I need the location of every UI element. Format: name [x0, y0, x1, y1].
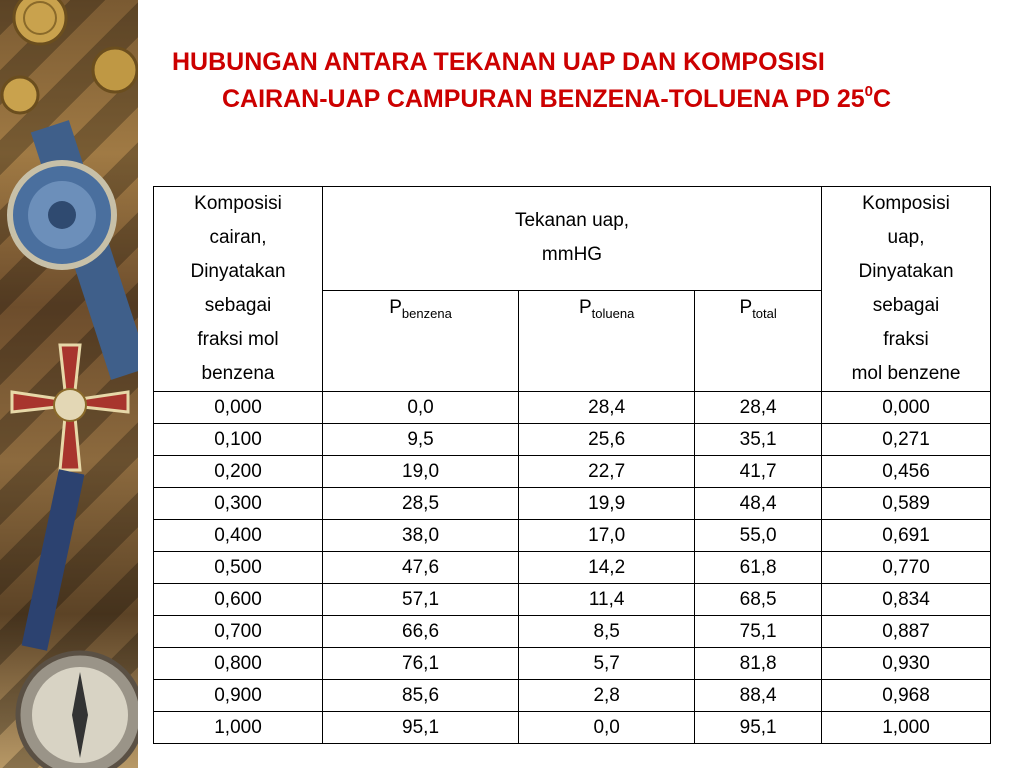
- table-cell: 41,7: [695, 456, 822, 488]
- table-row: [154, 712, 991, 744]
- header-liquid-composition: Komposisi cairan, Dinyatakan sebagai fraksi mol benzena: [154, 187, 323, 392]
- table-cell: 38,0: [323, 520, 519, 552]
- table-cell: 1,000: [822, 712, 991, 744]
- table-cell: 75,1: [695, 616, 822, 648]
- table-cell: 0,271: [822, 424, 991, 456]
- table-cell: 2,8: [519, 680, 695, 712]
- table-cell: 47,6: [323, 552, 519, 584]
- table-cell: 0,770: [822, 552, 991, 584]
- table-cell: 28,4: [695, 392, 822, 424]
- table-cell: 61,8: [695, 552, 822, 584]
- table-cell: 95,1: [695, 712, 822, 744]
- table-cell: 0,500: [154, 552, 323, 584]
- table-row: [154, 520, 991, 552]
- table-cell: 0,691: [822, 520, 991, 552]
- table-row: [154, 392, 991, 424]
- table-cell: 88,4: [695, 680, 822, 712]
- header-vapor-pressure: Tekanan uap, mmHG: [323, 187, 822, 291]
- table-cell: 1,000: [154, 712, 323, 744]
- table-cell: 85,6: [323, 680, 519, 712]
- table-row: [154, 488, 991, 520]
- table-row: [154, 680, 991, 712]
- table-cell: 8,5: [519, 616, 695, 648]
- rosette-icon: [10, 163, 114, 267]
- table-cell: 48,4: [695, 488, 822, 520]
- table-cell: 0,900: [154, 680, 323, 712]
- table-cell: 14,2: [519, 552, 695, 584]
- table-cell: 28,5: [323, 488, 519, 520]
- header-p-total: $P_{total}$: [695, 290, 822, 392]
- table-cell: 81,8: [695, 648, 822, 680]
- table-cell: 0,800: [154, 648, 323, 680]
- slide-title: [172, 44, 992, 118]
- table-cell: 5,7: [519, 648, 695, 680]
- table-row: [154, 584, 991, 616]
- table-cell: 66,6: [323, 616, 519, 648]
- table-cell: 95,1: [323, 712, 519, 744]
- table-cell: 0,600: [154, 584, 323, 616]
- vapor-pressure-table: [153, 186, 991, 744]
- table-cell: 25,6: [519, 424, 695, 456]
- table-cell: 0,930: [822, 648, 991, 680]
- title-line-1: HUBUNGAN ANTARA TEKANAN UAP DAN KOMPOSISI: [172, 48, 825, 76]
- table-cell: 11,4: [519, 584, 695, 616]
- table-cell: 35,1: [695, 424, 822, 456]
- table-row: [154, 456, 991, 488]
- header-p-toluena: $P_{toluena}$: [519, 290, 695, 392]
- table-cell: 76,1: [323, 648, 519, 680]
- table-cell: 19,9: [519, 488, 695, 520]
- header-vapor-composition: Komposisi uap, Dinyatakan sebagai fraksi mol benzene: [822, 187, 991, 392]
- table-row: [154, 424, 991, 456]
- table-cell: 9,5: [323, 424, 519, 456]
- table-body: [154, 392, 991, 744]
- table-row: [154, 616, 991, 648]
- table-cell: 55,0: [695, 520, 822, 552]
- compass-icon: [18, 653, 138, 768]
- table-cell: 0,456: [822, 456, 991, 488]
- degree-superscript: 0: [864, 82, 873, 100]
- table-cell: 0,700: [154, 616, 323, 648]
- table-cell: 0,400: [154, 520, 323, 552]
- table-cell: 0,589: [822, 488, 991, 520]
- table-cell: 57,1: [323, 584, 519, 616]
- decorative-collage: [0, 0, 138, 768]
- table-cell: 68,5: [695, 584, 822, 616]
- table-row: [154, 552, 991, 584]
- table-cell: 19,0: [323, 456, 519, 488]
- table-cell: 17,0: [519, 520, 695, 552]
- table-cell: 22,7: [519, 456, 695, 488]
- table-cell: 0,0: [519, 712, 695, 744]
- table-cell: 0,0: [323, 392, 519, 424]
- button-icon: [2, 0, 137, 113]
- table-cell: 0,100: [154, 424, 323, 456]
- table-cell: 28,4: [519, 392, 695, 424]
- title-line-2: CAIRAN-UAP CAMPURAN BENZENA-TOLUENA PD $25^0C$: [222, 82, 892, 113]
- table-row: [154, 648, 991, 680]
- table-cell: 0,834: [822, 584, 991, 616]
- table-cell: 0,300: [154, 488, 323, 520]
- table-cell: 0,968: [822, 680, 991, 712]
- table-cell: 0,000: [154, 392, 323, 424]
- table-cell: 0,000: [822, 392, 991, 424]
- table-cell: 0,200: [154, 456, 323, 488]
- header-p-benzena: $P_{benzena}$: [323, 290, 519, 392]
- table-cell: 0,887: [822, 616, 991, 648]
